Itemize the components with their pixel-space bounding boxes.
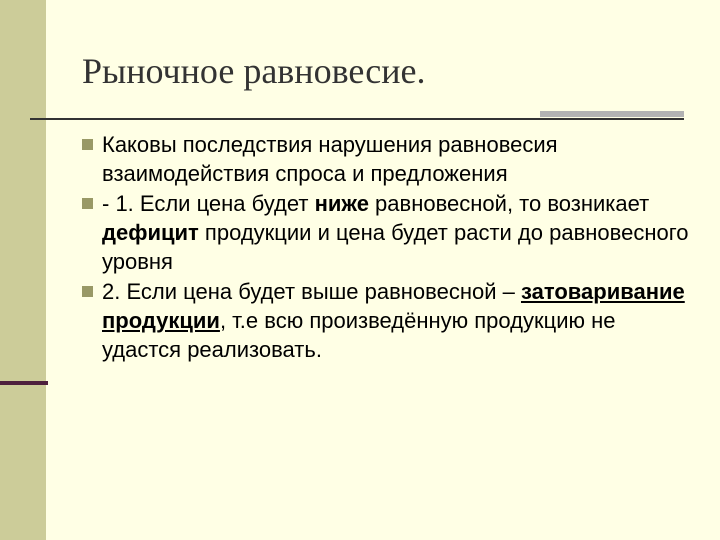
slide-title: Рыночное равновесие. <box>82 51 426 91</box>
bullet-item <box>80 277 690 364</box>
bullet-emphasis: ниже <box>314 191 369 216</box>
title-accent-rule <box>540 111 684 117</box>
bullet-text-part: - 1. Если цена будет <box>102 191 315 216</box>
square-bullet-icon <box>82 286 93 297</box>
bullet-text-part: , т.е всю произведённую продукцию не удастся реализовать. <box>102 308 616 362</box>
bullet-item <box>80 130 690 188</box>
bullet-text-part: продукции и цена будет расти до равновесного уровня <box>102 220 689 274</box>
sidebar-accent-rule <box>0 381 48 385</box>
bullet-emphasis: дефицит <box>102 220 199 245</box>
left-sidebar-bar <box>0 0 46 540</box>
bullet-text-part: 2. Если цена будет выше равновесной – <box>102 279 521 304</box>
bullet-item <box>80 189 690 276</box>
bullet-list <box>80 130 690 364</box>
bullet-emphasis: затоваривание продукции <box>102 279 685 333</box>
bullet-text-part: равновесной, то возникает <box>368 191 650 216</box>
square-bullet-icon <box>82 139 93 150</box>
square-bullet-icon <box>82 198 93 209</box>
title-underline-rule <box>30 118 684 120</box>
bullet-text: Каковы последствия нарушения равновесия взаимодействия спроса и предложения <box>102 132 558 186</box>
